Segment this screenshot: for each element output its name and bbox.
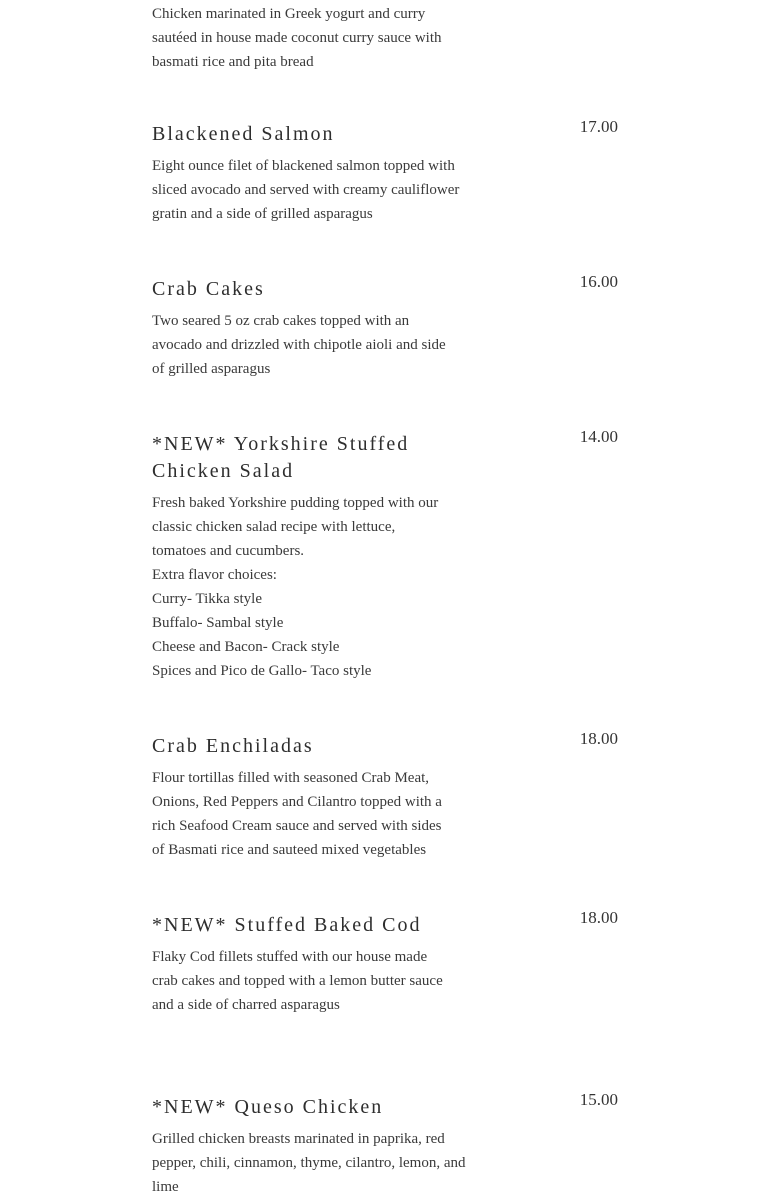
description-line: sautéed in house made coconut curry sauce with: [152, 30, 442, 46]
item-name: Blackened Salmon: [152, 123, 335, 145]
menu-item-crab-enchiladas: [152, 729, 618, 862]
description-line: Buffalo- Sambal style: [152, 615, 284, 631]
item-description: [152, 945, 492, 1017]
description-line: Grilled chicken breasts marinated in paprika, red: [152, 1131, 445, 1147]
description-line: Flaky Cod fillets stuffed with our house made: [152, 949, 428, 965]
item-name: Crab Enchiladas: [152, 735, 314, 757]
item-price: 18.00: [579, 729, 618, 748]
item-name: *NEW* Stuffed Baked Cod: [152, 914, 422, 936]
description-line: Curry- Tikka style: [152, 591, 263, 607]
description-line: Flour tortillas filled with seasoned Crab Meat,: [152, 770, 430, 786]
description-line: basmati rice and pita bread: [152, 54, 314, 70]
description-line: Chicken marinated in Greek yogurt and curry: [152, 6, 426, 22]
menu-item-blackened-salmon: [152, 117, 618, 226]
item-description: [152, 309, 492, 381]
description-line: Extra flavor choices:: [152, 567, 277, 583]
description-line: rich Seafood Cream sauce and served with sides: [152, 818, 442, 834]
item-price: 14.00: [579, 427, 618, 446]
menu-item-queso-chicken: [152, 1090, 618, 1199]
description-line: Eight ounce filet of blackened salmon topped with: [152, 158, 455, 174]
description-line: of grilled asparagus: [152, 361, 271, 377]
description-line: crab cakes and topped with a lemon butter sauce: [152, 973, 443, 989]
description-line: and a side of charred asparagus: [152, 997, 340, 1013]
item-description: [152, 154, 492, 226]
item-description: [152, 491, 492, 683]
item-description: [152, 766, 492, 862]
description-line: Two seared 5 oz crab cakes topped with an: [152, 313, 410, 329]
item-description-continued: [152, 2, 492, 74]
description-line: Fresh baked Yorkshire pudding topped with our: [152, 495, 439, 511]
item-name: *NEW* Queso Chicken: [152, 1096, 384, 1118]
description-line: sliced avocado and served with creamy cauliflower: [152, 182, 460, 198]
menu-item-yorkshire-chicken-salad: [152, 427, 618, 683]
item-price: 16.00: [579, 272, 618, 291]
description-line: Spices and Pico de Gallo- Taco style: [152, 663, 372, 679]
item-name: Crab Cakes: [152, 278, 265, 300]
item-name: *NEW* Yorkshire Stuffed Chicken Salad: [152, 433, 410, 482]
menu-item-stuffed-baked-cod: [152, 908, 618, 1017]
description-line: tomatoes and cucumbers.: [152, 543, 305, 559]
item-description: [152, 1127, 492, 1199]
description-line: lime: [152, 1179, 179, 1195]
description-line: classic chicken salad recipe with lettuce,: [152, 519, 396, 535]
description-line: Cheese and Bacon- Crack style: [152, 639, 340, 655]
item-price: 17.00: [579, 117, 618, 136]
description-line: avocado and drizzled with chipotle aioli and side: [152, 337, 446, 353]
description-line: gratin and a side of grilled asparagus: [152, 206, 373, 222]
menu-item-crab-cakes: [152, 272, 618, 381]
item-price: 18.00: [579, 908, 618, 927]
description-line: of Basmati rice and sauteed mixed vegetables: [152, 842, 427, 858]
item-price: 15.00: [579, 1090, 618, 1109]
description-line: pepper, chili, cinnamon, thyme, cilantro, lemon, and: [152, 1155, 466, 1171]
description-line: Onions, Red Peppers and Cilantro topped with a: [152, 794, 442, 810]
